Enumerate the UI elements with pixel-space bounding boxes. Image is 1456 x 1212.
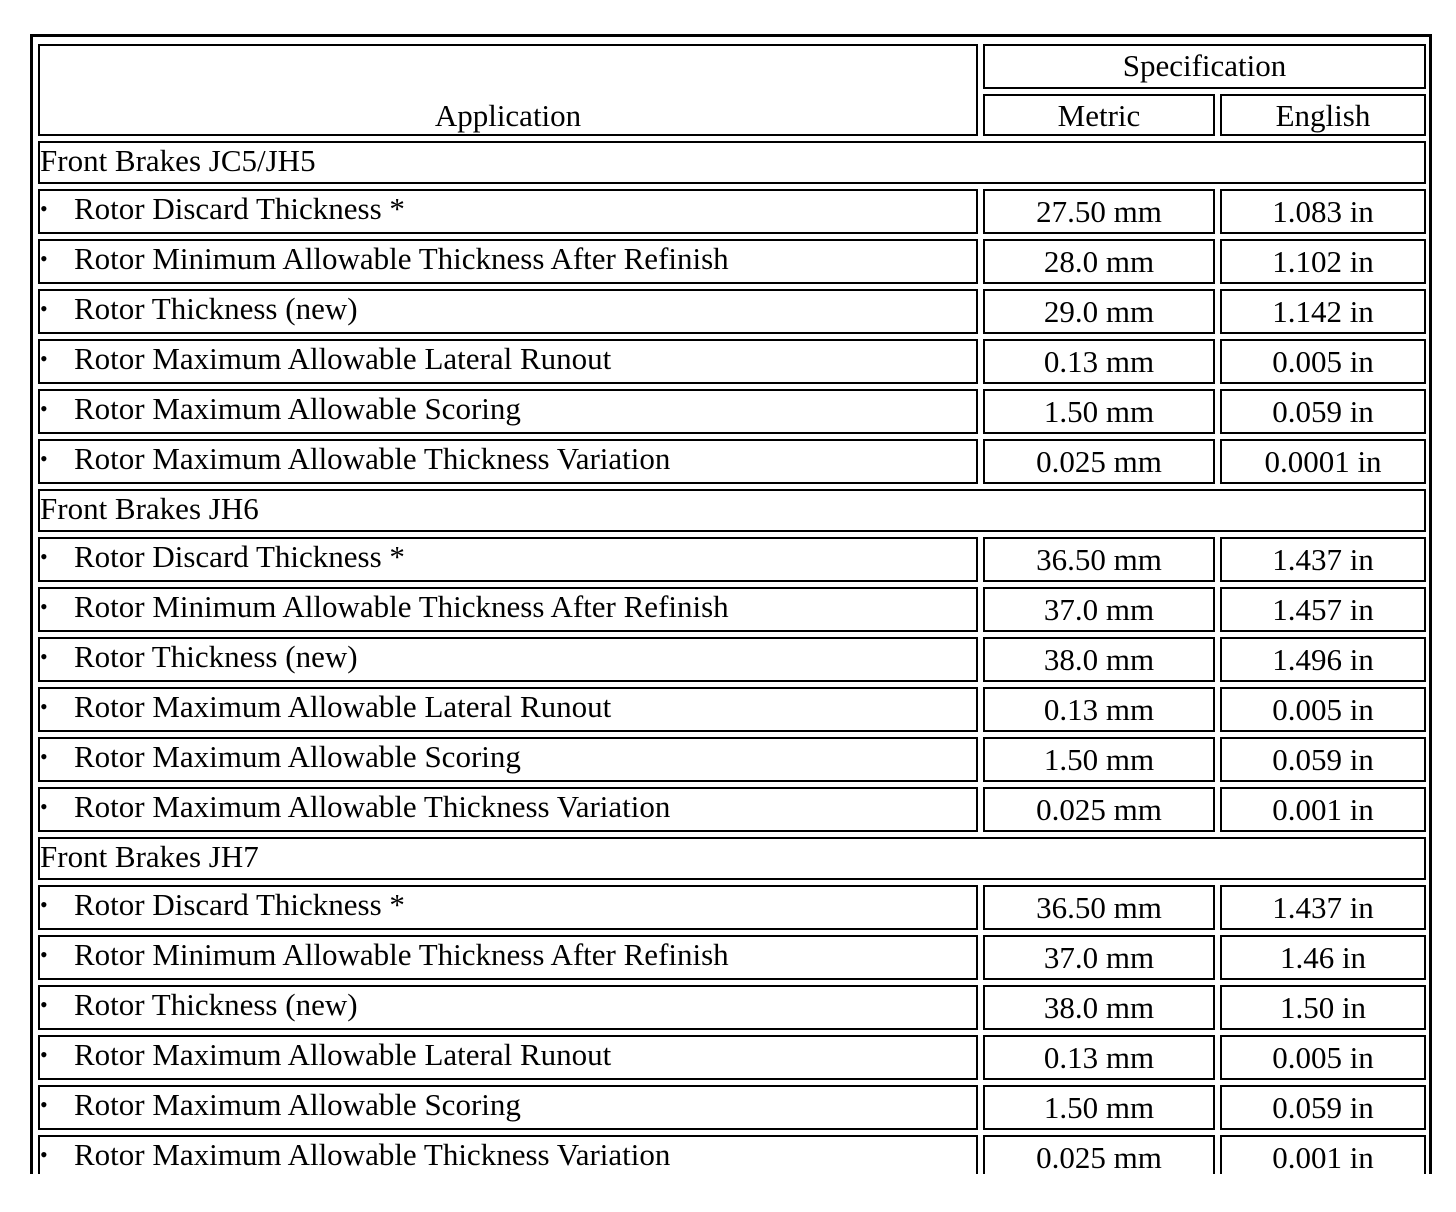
application-cell bbox=[38, 1135, 978, 1174]
table-row bbox=[38, 189, 1426, 234]
table-row bbox=[38, 1135, 1426, 1174]
english-value: 0.059 in bbox=[1220, 1085, 1426, 1130]
bullet-icon: • bbox=[40, 346, 48, 371]
metric-value: 38.0 mm bbox=[983, 637, 1215, 682]
group-title: Front Brakes JH6 bbox=[38, 489, 1426, 532]
application-cell bbox=[38, 289, 978, 334]
table-row bbox=[38, 985, 1426, 1030]
bullet-icon: • bbox=[40, 396, 48, 421]
group-title: Front Brakes JH7 bbox=[38, 837, 1426, 880]
table-row bbox=[38, 439, 1426, 484]
metric-value: 0.13 mm bbox=[983, 1035, 1215, 1080]
table-row bbox=[38, 885, 1426, 930]
group-row bbox=[38, 489, 1426, 532]
application-cell bbox=[38, 985, 978, 1030]
row-label: Rotor Discard Thickness * bbox=[74, 539, 405, 574]
spec-table-frame bbox=[30, 34, 1432, 1174]
metric-value: 0.025 mm bbox=[983, 1135, 1215, 1174]
metric-value: 0.13 mm bbox=[983, 339, 1215, 384]
group-title: Front Brakes JC5/JH5 bbox=[38, 141, 1426, 184]
table-row bbox=[38, 587, 1426, 632]
row-label: Rotor Maximum Allowable Thickness Variation bbox=[74, 789, 671, 824]
application-cell bbox=[38, 389, 978, 434]
metric-value: 1.50 mm bbox=[983, 737, 1215, 782]
bullet-icon: • bbox=[40, 892, 48, 917]
metric-value: 0.13 mm bbox=[983, 687, 1215, 732]
english-value: 0.001 in bbox=[1220, 1135, 1426, 1174]
english-value: 1.437 in bbox=[1220, 885, 1426, 930]
english-value: 1.083 in bbox=[1220, 189, 1426, 234]
bullet-icon: • bbox=[40, 992, 48, 1017]
english-value: 0.059 in bbox=[1220, 389, 1426, 434]
bullet-icon: • bbox=[40, 1042, 48, 1067]
english-value: 0.005 in bbox=[1220, 687, 1426, 732]
row-label: Rotor Maximum Allowable Scoring bbox=[74, 1087, 521, 1122]
row-label: Rotor Minimum Allowable Thickness After Refinish bbox=[74, 241, 729, 276]
bullet-icon: • bbox=[40, 942, 48, 967]
row-label: Rotor Minimum Allowable Thickness After Refinish bbox=[74, 589, 729, 624]
english-value: 0.005 in bbox=[1220, 339, 1426, 384]
application-cell bbox=[38, 935, 978, 980]
row-label: Rotor Maximum Allowable Scoring bbox=[74, 391, 521, 426]
bullet-icon: • bbox=[40, 446, 48, 471]
english-header: English bbox=[1220, 94, 1426, 137]
english-value: 1.102 in bbox=[1220, 239, 1426, 284]
application-cell bbox=[38, 1085, 978, 1130]
metric-value: 36.50 mm bbox=[983, 537, 1215, 582]
application-cell bbox=[38, 885, 978, 930]
row-label: Rotor Maximum Allowable Thickness Variation bbox=[74, 1137, 671, 1172]
application-cell bbox=[38, 537, 978, 582]
bullet-icon: • bbox=[40, 544, 48, 569]
english-value: 1.437 in bbox=[1220, 537, 1426, 582]
english-value: 1.50 in bbox=[1220, 985, 1426, 1030]
table-row bbox=[38, 737, 1426, 782]
rotor-spec-table bbox=[33, 39, 1431, 1174]
application-cell bbox=[38, 439, 978, 484]
metric-value: 1.50 mm bbox=[983, 389, 1215, 434]
table-row bbox=[38, 637, 1426, 682]
english-value: 1.142 in bbox=[1220, 289, 1426, 334]
metric-value: 37.0 mm bbox=[983, 587, 1215, 632]
application-cell bbox=[38, 637, 978, 682]
group-row bbox=[38, 141, 1426, 184]
row-label: Rotor Thickness (new) bbox=[74, 639, 358, 674]
bullet-icon: • bbox=[40, 196, 48, 221]
bullet-icon: • bbox=[40, 246, 48, 271]
table-row bbox=[38, 537, 1426, 582]
row-label: Rotor Minimum Allowable Thickness After Refinish bbox=[74, 937, 729, 972]
metric-value: 36.50 mm bbox=[983, 885, 1215, 930]
bullet-icon: • bbox=[40, 1092, 48, 1117]
row-label: Rotor Maximum Allowable Lateral Runout bbox=[74, 1037, 612, 1072]
row-label: Rotor Thickness (new) bbox=[74, 987, 358, 1022]
metric-value: 28.0 mm bbox=[983, 239, 1215, 284]
row-label: Rotor Maximum Allowable Thickness Variation bbox=[74, 441, 671, 476]
table-row bbox=[38, 389, 1426, 434]
row-label: Rotor Discard Thickness * bbox=[74, 887, 405, 922]
bullet-icon: • bbox=[40, 694, 48, 719]
metric-value: 1.50 mm bbox=[983, 1085, 1215, 1130]
application-cell bbox=[38, 239, 978, 284]
table-row bbox=[38, 239, 1426, 284]
metric-value: 37.0 mm bbox=[983, 935, 1215, 980]
row-label: Rotor Maximum Allowable Lateral Runout bbox=[74, 689, 612, 724]
bullet-icon: • bbox=[40, 594, 48, 619]
english-value: 0.001 in bbox=[1220, 787, 1426, 832]
bullet-icon: • bbox=[40, 794, 48, 819]
application-cell bbox=[38, 189, 978, 234]
application-cell bbox=[38, 339, 978, 384]
english-value: 0.005 in bbox=[1220, 1035, 1426, 1080]
metric-header: Metric bbox=[983, 94, 1215, 137]
application-cell bbox=[38, 1035, 978, 1080]
application-cell bbox=[38, 737, 978, 782]
table-row bbox=[38, 289, 1426, 334]
table-row bbox=[38, 1085, 1426, 1130]
table-row bbox=[38, 935, 1426, 980]
bullet-icon: • bbox=[40, 296, 48, 321]
english-value: 0.0001 in bbox=[1220, 439, 1426, 484]
row-label: Rotor Maximum Allowable Lateral Runout bbox=[74, 341, 612, 376]
metric-value: 0.025 mm bbox=[983, 787, 1215, 832]
metric-value: 29.0 mm bbox=[983, 289, 1215, 334]
bullet-icon: • bbox=[40, 1142, 48, 1167]
table-body bbox=[38, 141, 1426, 1174]
english-value: 0.059 in bbox=[1220, 737, 1426, 782]
application-cell bbox=[38, 787, 978, 832]
metric-value: 27.50 mm bbox=[983, 189, 1215, 234]
table-row bbox=[38, 687, 1426, 732]
metric-value: 0.025 mm bbox=[983, 439, 1215, 484]
application-header: Application bbox=[38, 44, 978, 136]
bullet-icon: • bbox=[40, 744, 48, 769]
english-value: 1.496 in bbox=[1220, 637, 1426, 682]
row-label: Rotor Discard Thickness * bbox=[74, 191, 405, 226]
application-cell bbox=[38, 587, 978, 632]
metric-value: 38.0 mm bbox=[983, 985, 1215, 1030]
application-cell bbox=[38, 687, 978, 732]
row-label: Rotor Maximum Allowable Scoring bbox=[74, 739, 521, 774]
table-row bbox=[38, 1035, 1426, 1080]
table-row bbox=[38, 787, 1426, 832]
specification-header: Specification bbox=[983, 44, 1426, 89]
english-value: 1.457 in bbox=[1220, 587, 1426, 632]
table-header bbox=[38, 44, 1426, 136]
row-label: Rotor Thickness (new) bbox=[74, 291, 358, 326]
english-value: 1.46 in bbox=[1220, 935, 1426, 980]
group-row bbox=[38, 837, 1426, 880]
table-row bbox=[38, 339, 1426, 384]
bullet-icon: • bbox=[40, 644, 48, 669]
